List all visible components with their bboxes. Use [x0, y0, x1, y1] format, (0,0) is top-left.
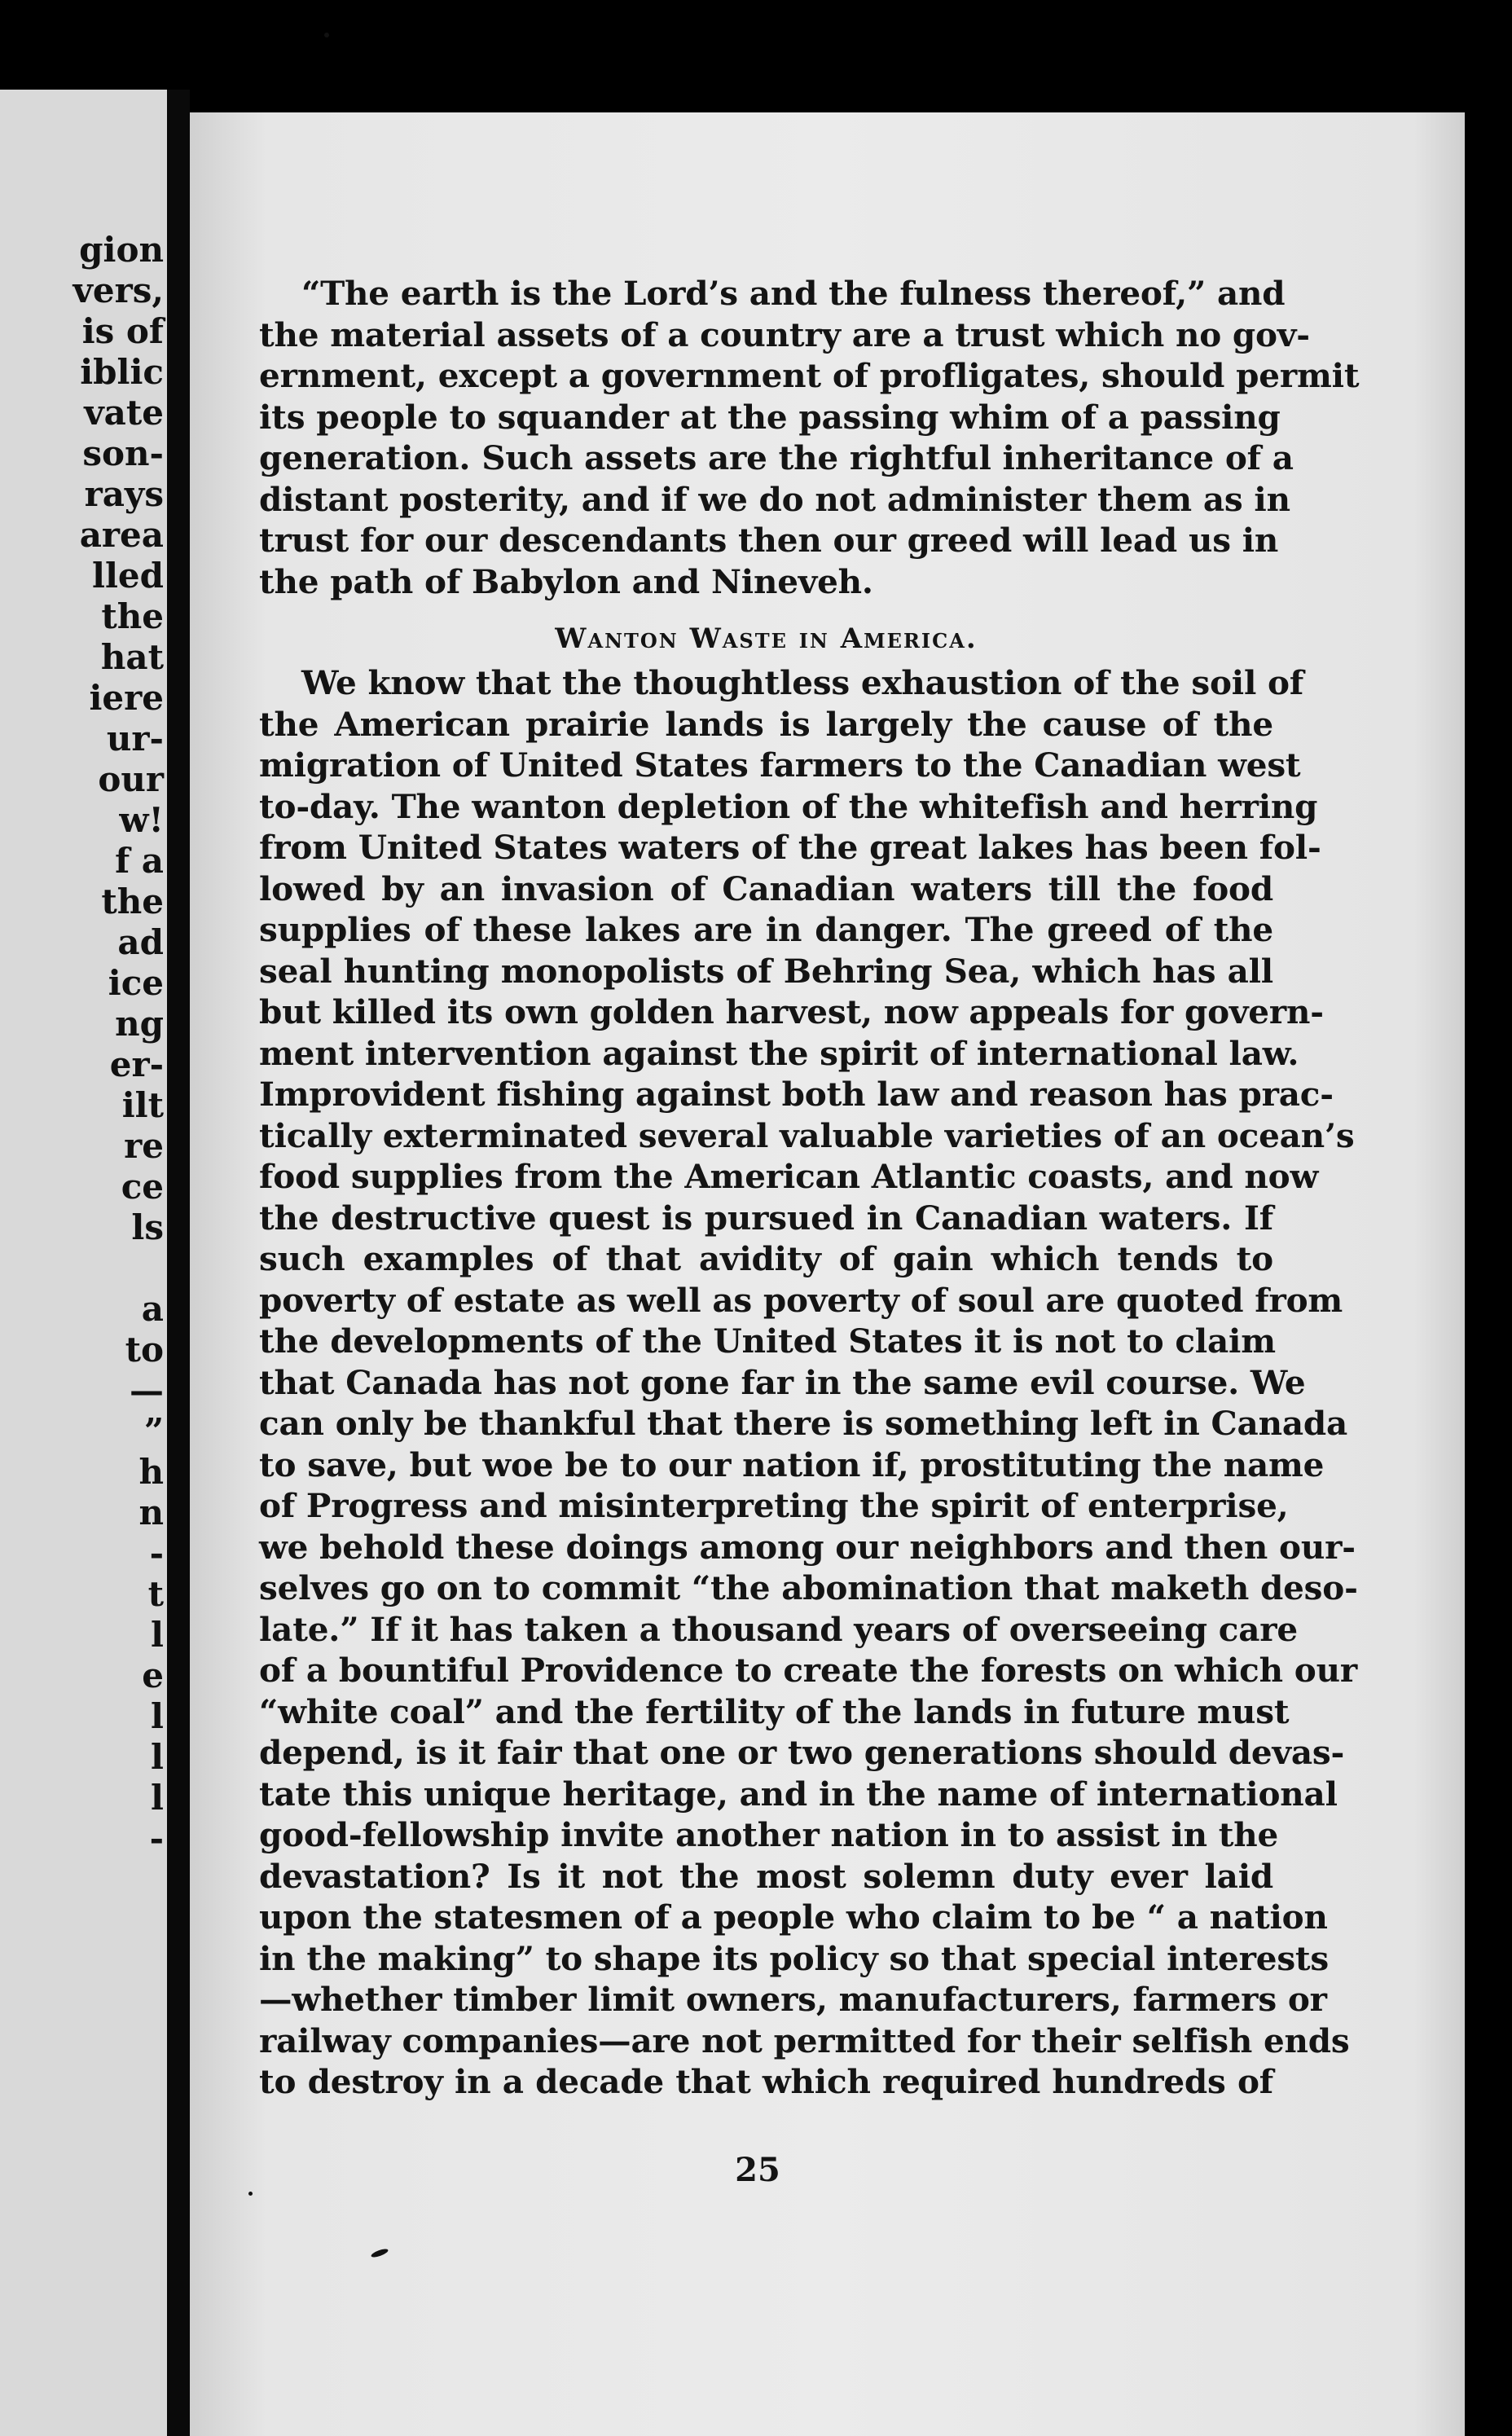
left-page-text-fragments: [73, 230, 164, 1859]
left-page-fragment: ce: [121, 1167, 164, 1207]
scan-speck: [324, 33, 329, 37]
right-scan-border: [1465, 112, 1512, 2436]
text-line: such examples of that avidity of gain which tends to: [259, 1239, 1273, 1278]
text-line: the developments of the United States it is not to claim: [259, 1321, 1276, 1361]
text-line: the path of Babylon and Nineveh.: [259, 561, 873, 601]
left-page-fragment: the: [101, 882, 164, 921]
text-line: to save, but woe be to our nation if, prostituting the name: [259, 1444, 1325, 1484]
text-line: food supplies from the American Atlantic coasts, and now: [259, 1157, 1319, 1196]
text-line: we behold these doings among our neighbors and then our-: [259, 1527, 1356, 1567]
left-page-fragment: t: [147, 1574, 164, 1614]
text-line: poverty of estate as well as poverty of soul are quoted from: [259, 1280, 1343, 1320]
left-page-fragment: iere: [89, 678, 164, 718]
text-line: Improvident fishing against both law and reason has prac-: [259, 1075, 1334, 1114]
text-line: of a bountiful Providence to create the forests on which our: [259, 1651, 1357, 1690]
text-line: the destructive quest is pursued in Canadian waters. If: [259, 1198, 1273, 1238]
left-page-fragment: -: [149, 1818, 164, 1858]
text-line: ernment, except a government of profligates, should permit: [259, 356, 1360, 395]
left-page-fragment: l: [151, 1737, 164, 1777]
text-line: trust for our descendants then our greed will lead us in: [259, 521, 1279, 560]
text-line: migration of United States farmers to the Canadian west: [259, 745, 1301, 785]
text-line: its people to squander at the passing whim of a passing: [259, 397, 1281, 437]
left-page-fragment: ilt: [121, 1085, 164, 1125]
text-line: “white coal” and the fertility of the lands in future must: [259, 1691, 1290, 1731]
left-page-fragment: re: [124, 1126, 164, 1166]
left-page-fragment: vers,: [73, 270, 164, 310]
text-line: the material assets of a country are a trust which no gov-: [259, 314, 1310, 354]
book-gutter: [167, 90, 190, 2436]
page-number: 25: [735, 2151, 780, 2189]
left-facing-page: [0, 90, 167, 2436]
text-line: We know that the thoughtless exhaustion of the soil of: [301, 663, 1304, 702]
left-page-fragment: ad: [117, 922, 164, 962]
text-line: devastation? Is it not the most solemn duty ever laid: [259, 1856, 1273, 1896]
text-line: that Canada has not gone far in the same evil course. We: [259, 1362, 1306, 1402]
text-line: tically exterminated several valuable varieties of an ocean’s: [259, 1115, 1355, 1155]
text-line: generation. Such assets are the rightful inheritance of a: [259, 438, 1294, 477]
text-line: selves go on to commit “the abomination that maketh deso-: [259, 1568, 1358, 1607]
text-line: depend, is it fair that one or two generations should devas-: [259, 1733, 1345, 1772]
left-page-fragment: rays: [84, 474, 164, 514]
left-page-fragment: w!: [119, 800, 164, 840]
text-line: good-fellowship invite another nation in to assist in the: [259, 1815, 1279, 1854]
left-page-fragment: l: [151, 1778, 164, 1818]
text-line: in the making” to shape its policy so that special interests: [259, 1938, 1330, 1978]
text-line: tate this unique heritage, and in the name of international: [259, 1774, 1338, 1814]
text-line: railway companies—are not permitted for their selfish ends: [259, 2020, 1350, 2060]
left-page-fragment: —: [130, 1370, 164, 1410]
left-page-fragment: [73, 1248, 164, 1289]
text-line: but killed its own golden harvest, now appeals for govern-: [259, 992, 1324, 1031]
text-line: lowed by an invasion of Canadian waters till the food: [259, 868, 1273, 908]
left-page-fragment: vate: [84, 393, 164, 433]
left-page-fragment: lled: [92, 556, 164, 596]
left-page-fragment: h: [138, 1452, 164, 1492]
left-page-fragment: ”: [143, 1411, 164, 1451]
text-line: late.” If it has taken a thousand years of overseeing care: [259, 1609, 1298, 1649]
main-text-block: [259, 273, 1360, 2103]
text-line: distant posterity, and if we do not administer them as in: [259, 479, 1290, 519]
text-line: —whether timber limit owners, manufacturers, farmers or: [259, 1980, 1327, 2019]
text-line: to-day. The wanton depletion of the whitefish and herring: [259, 786, 1318, 826]
left-page-fragment: area: [79, 515, 164, 555]
left-page-fragment: f a: [115, 841, 164, 881]
paragraph-wanton-waste: [259, 662, 1358, 2103]
left-page-fragment: is of: [81, 311, 164, 351]
left-page-fragment: hat: [100, 637, 164, 677]
left-page-fragment: er-: [109, 1044, 164, 1084]
text-line: ment intervention against the spirit of international law.: [259, 1033, 1299, 1073]
text-line: of Progress and misinterpreting the spirit of enterprise,: [259, 1486, 1289, 1525]
left-page-fragment: iblic: [80, 352, 164, 392]
left-page-fragment: gion: [79, 230, 164, 270]
text-line: the American prairie lands is largely the cause of the: [259, 704, 1273, 744]
left-page-fragment: ur-: [106, 719, 164, 759]
text-line: seal hunting monopolists of Behring Sea, which has all: [259, 951, 1273, 991]
left-page-fragment: e: [142, 1656, 164, 1695]
text-line: to destroy in a decade that which required hundreds of: [259, 2062, 1273, 2101]
section-heading: Wanton Waste in America.: [555, 622, 978, 655]
left-page-fragment: a: [141, 1289, 164, 1329]
left-page-fragment: -: [149, 1533, 164, 1573]
left-page-fragment: ls: [131, 1207, 164, 1247]
left-page-fragment: l: [151, 1696, 164, 1736]
left-page-fragment: ng: [115, 1004, 164, 1044]
text-line: supplies of these lakes are in danger. The greed of the: [259, 910, 1273, 949]
left-page-fragment: our: [98, 759, 164, 799]
text-line: upon the statesmen of a people who claim to be “ a nation: [259, 1897, 1328, 1937]
left-page-fragment: l: [151, 1615, 164, 1655]
left-page-fragment: to: [125, 1330, 164, 1370]
text-line: can only be thankful that there is something left in Canada: [259, 1404, 1348, 1443]
left-page-fragment: n: [138, 1493, 164, 1532]
scan-speck: [248, 2192, 253, 2196]
text-line: from United States waters of the great lakes has been fol-: [259, 828, 1321, 867]
left-page-fragment: ice: [108, 963, 164, 1003]
text-line: “The earth is the Lord’s and the fulness thereof,” and: [301, 274, 1286, 313]
paragraph-earth-is-the-lords: [259, 273, 1360, 602]
left-page-fragment: son-: [82, 433, 164, 473]
left-page-fragment: the: [101, 596, 164, 636]
